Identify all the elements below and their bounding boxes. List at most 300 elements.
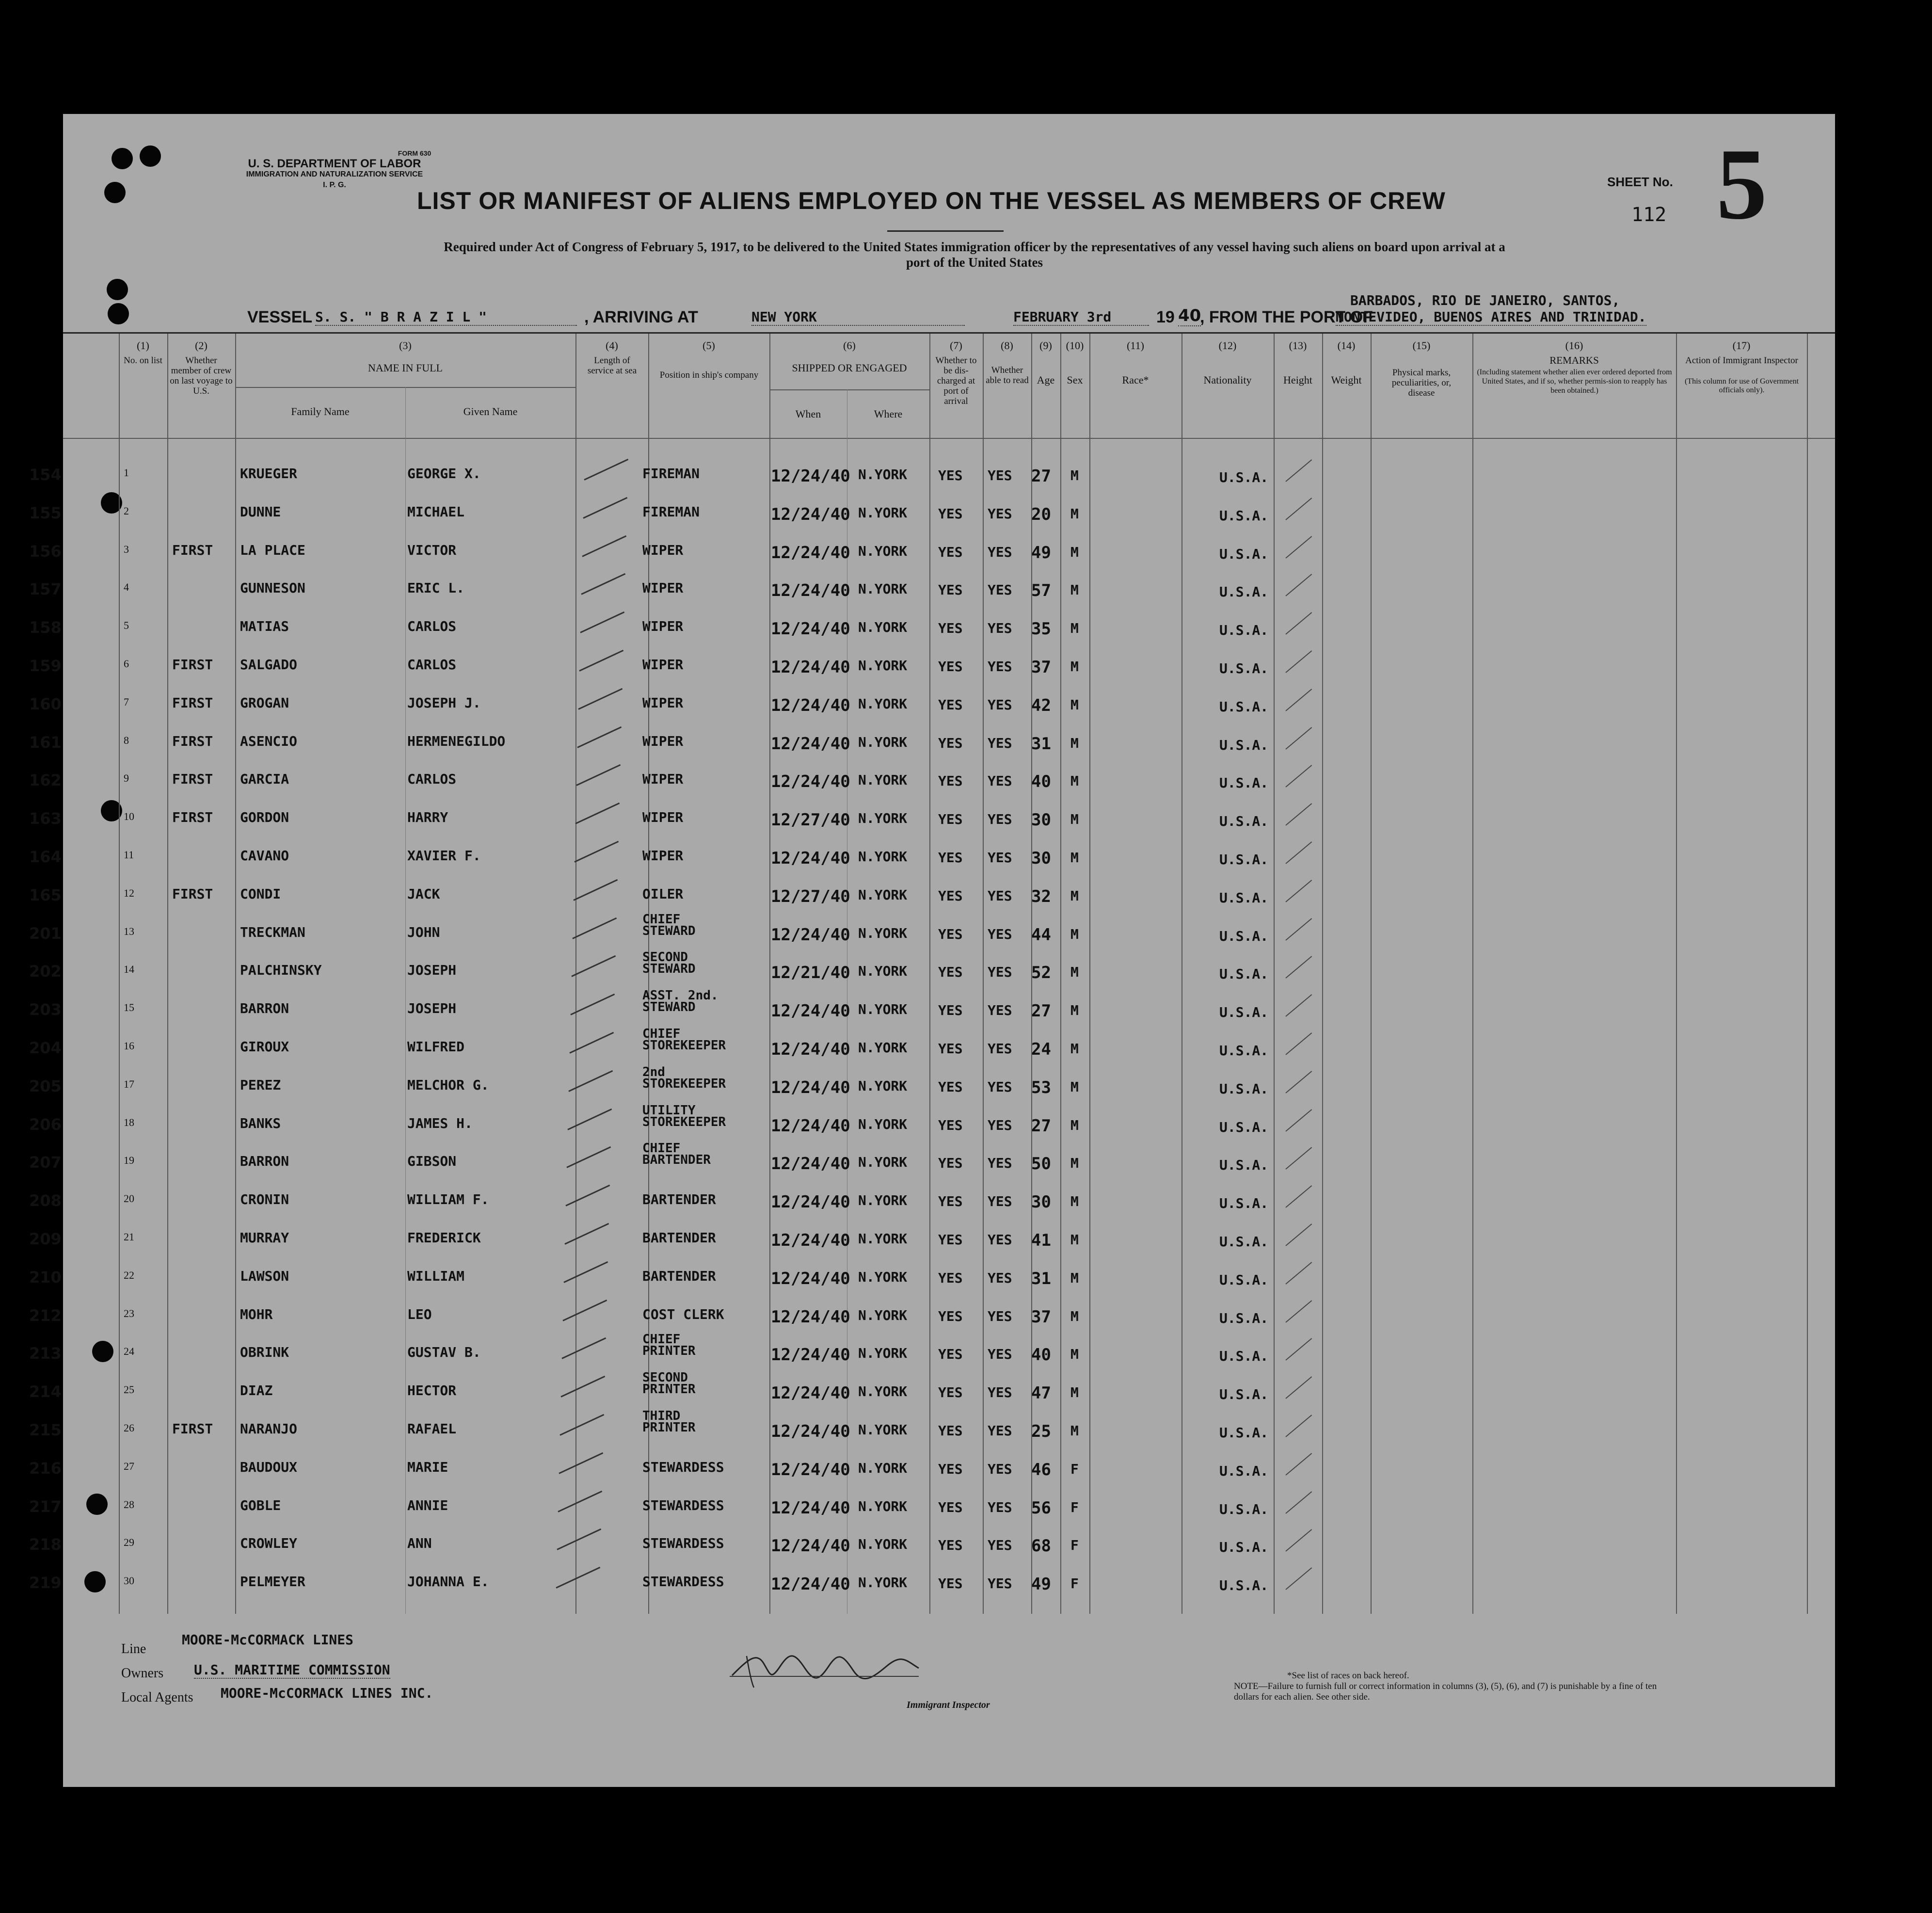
row-position: UTILITY — [642, 1103, 696, 1118]
row-shipped-where: N.YORK — [858, 1460, 908, 1476]
row-list-number: 9 — [124, 772, 129, 785]
height-check-mark — [1285, 1109, 1312, 1132]
row-position: CHIEF — [642, 1141, 681, 1156]
row-shipped-when: 12/24/40 — [771, 1040, 850, 1059]
row-shipped-when: 12/24/40 — [771, 466, 850, 486]
row-shipped-when: 12/24/40 — [771, 1192, 850, 1212]
row-family-name: GORDON — [240, 809, 289, 826]
height-check-mark — [1285, 536, 1312, 559]
row-position: BARTENDER — [642, 1268, 716, 1284]
row-position: FIREMAN — [642, 466, 700, 482]
row-list-number: 12 — [124, 886, 134, 899]
row-able-to-read: YES — [988, 1232, 1012, 1248]
row-age: 35 — [1031, 619, 1051, 639]
row-shipped-where: N.YORK — [858, 1383, 908, 1400]
row-list-number: 15 — [124, 1001, 134, 1014]
row-shipped-where: N.YORK — [858, 1116, 908, 1132]
row-discharged: YES — [938, 582, 963, 598]
row-position: THIRD — [642, 1409, 681, 1423]
row-given-name: FREDERICK — [407, 1230, 481, 1246]
height-check-mark — [1285, 1453, 1312, 1476]
row-position: COST CLERK — [642, 1306, 724, 1322]
row-able-to-read: YES — [988, 544, 1012, 560]
height-check-mark — [1285, 1032, 1312, 1055]
table-row — [29, 876, 1835, 910]
table-row — [29, 609, 1835, 643]
row-family-name: GOBLE — [240, 1497, 281, 1513]
row-position-line-2: STEWARD — [642, 923, 696, 938]
form-number: FORM 630 — [398, 149, 431, 157]
row-discharged: YES — [938, 1002, 963, 1019]
table-row — [29, 1297, 1835, 1331]
row-given-name: GUSTAV B. — [407, 1344, 481, 1361]
row-shipped-when: 12/24/40 — [771, 1383, 850, 1403]
row-sex: M — [1070, 850, 1079, 866]
row-sex: F — [1070, 1499, 1079, 1515]
row-given-name: VICTOR — [407, 542, 457, 558]
row-list-number: 10 — [124, 810, 134, 823]
row-given-name: MELCHOR G. — [407, 1077, 489, 1093]
vessel-line — [63, 289, 1835, 332]
row-able-to-read: YES — [988, 582, 1012, 598]
service-check-mark — [583, 497, 627, 519]
service-check-mark — [568, 1070, 613, 1092]
height-check-mark — [1285, 612, 1312, 635]
height-check-mark — [1285, 498, 1312, 520]
row-nationality: U.S.A. — [1219, 1463, 1269, 1479]
row-shipped-when: 12/24/40 — [771, 658, 850, 677]
row-sex: F — [1070, 1537, 1079, 1554]
row-able-to-read: YES — [988, 1078, 1012, 1095]
row-sex: M — [1070, 505, 1079, 522]
row-age: 30 — [1031, 849, 1051, 868]
row-shipped-when: 12/24/40 — [771, 1231, 850, 1250]
row-age: 68 — [1031, 1536, 1051, 1556]
row-age: 24 — [1031, 1040, 1051, 1059]
row-age: 53 — [1031, 1077, 1051, 1097]
row-nationality: U.S.A. — [1219, 1501, 1269, 1517]
row-shipped-where: N.YORK — [858, 619, 908, 636]
row-list-number: 20 — [124, 1192, 134, 1205]
row-position: CHIEF — [642, 912, 681, 927]
row-nationality: U.S.A. — [1219, 546, 1269, 562]
height-check-mark — [1285, 841, 1312, 864]
height-check-mark — [1285, 765, 1312, 788]
service-check-mark — [563, 1261, 608, 1283]
row-list-number: 17 — [124, 1077, 134, 1090]
row-position-line-2: BARTENDER — [642, 1153, 711, 1168]
agents-label: Local Agents — [121, 1690, 193, 1705]
row-family-name: GROGAN — [240, 694, 289, 711]
row-able-to-read: YES — [988, 620, 1012, 637]
row-page-number: 201 — [29, 924, 62, 943]
service-check-mark — [581, 573, 625, 595]
row-shipped-where: N.YORK — [858, 1422, 908, 1438]
row-list-number: 30 — [124, 1575, 134, 1587]
col-num: (11) — [1127, 339, 1144, 352]
act-text-line-1: Required under Act of Congress of February 5, 1917, to be delivered to the United States immigration officer by the representatives of any vessel having such aliens on board upon arrival at a — [444, 240, 1505, 254]
row-page-number: 160 — [29, 694, 62, 713]
row-position: WIPER — [642, 618, 684, 635]
row-discharged: YES — [938, 544, 963, 560]
row-sex: F — [1070, 1575, 1079, 1592]
service-check-mark — [558, 1490, 602, 1512]
col-num: (17) — [1732, 339, 1751, 352]
row-nationality: U.S.A. — [1219, 928, 1269, 944]
row-page-number: 214 — [29, 1383, 62, 1401]
row-shipped-where: N.YORK — [858, 963, 908, 980]
header-age: Age — [1037, 374, 1055, 386]
header-length-service: Length of service at sea — [587, 355, 637, 376]
punch-hole — [140, 145, 161, 167]
row-able-to-read: YES — [988, 811, 1012, 828]
row-list-number: 6 — [124, 658, 129, 670]
row-position-line-2: STOREKEEPER — [642, 1114, 726, 1129]
row-nationality: U.S.A. — [1219, 889, 1269, 906]
row-given-name: CARLOS — [407, 618, 457, 635]
table-row — [29, 685, 1835, 719]
service-check-mark — [578, 688, 623, 710]
row-discharged: YES — [938, 1041, 963, 1057]
row-given-name: WILFRED — [407, 1039, 465, 1055]
row-sex: M — [1070, 1270, 1079, 1286]
service-check-mark — [560, 1376, 605, 1398]
row-family-name: LAWSON — [240, 1268, 289, 1284]
row-page-number: 156 — [29, 542, 62, 561]
row-position-line-2: STOREKEEPER — [642, 1038, 726, 1053]
row-position-line-2: PRINTER — [642, 1382, 696, 1397]
height-check-mark — [1285, 1071, 1312, 1093]
row-shipped-where: N.YORK — [858, 1269, 908, 1285]
row-nationality: U.S.A. — [1219, 1157, 1269, 1174]
inspector-signature — [727, 1641, 921, 1690]
row-given-name: JAMES H. — [407, 1115, 473, 1131]
service-check-mark — [577, 726, 622, 748]
department-name: U. S. DEPARTMENT OF LABOR — [248, 157, 421, 170]
row-page-number: 162 — [29, 771, 62, 790]
row-family-name: KRUEGER — [240, 466, 298, 482]
service-check-mark — [566, 1146, 611, 1168]
col-num: (1) — [137, 339, 149, 352]
row-page-number: 205 — [29, 1077, 62, 1095]
row-nationality: U.S.A. — [1219, 507, 1269, 524]
row-given-name: CARLOS — [407, 771, 457, 788]
row-shipped-where: N.YORK — [858, 1001, 908, 1018]
row-sex: M — [1070, 659, 1079, 675]
col-num: (10) — [1066, 339, 1084, 352]
row-discharged: YES — [938, 1384, 963, 1401]
row-able-to-read: YES — [988, 1461, 1012, 1477]
row-page-number: 215 — [29, 1421, 62, 1439]
row-sex: M — [1070, 1041, 1079, 1057]
service-check-mark — [559, 1452, 603, 1474]
row-shipped-when: 12/24/40 — [771, 581, 850, 601]
row-last-voyage: FIRST — [172, 809, 213, 826]
row-shipped-where: N.YORK — [858, 1575, 908, 1591]
row-family-name: PEREZ — [240, 1077, 281, 1093]
table-row — [29, 1564, 1835, 1598]
row-last-voyage: FIRST — [172, 694, 213, 711]
row-discharged: YES — [938, 1232, 963, 1248]
col-num: (2) — [195, 339, 208, 352]
height-check-mark — [1285, 880, 1312, 902]
from-port-label: , FROM THE PORT OF — [1200, 308, 1373, 326]
table-row — [29, 1526, 1835, 1559]
row-shipped-when: 12/24/40 — [771, 772, 850, 792]
row-sex: M — [1070, 696, 1079, 713]
row-able-to-read: YES — [988, 1575, 1012, 1592]
row-family-name: GARCIA — [240, 771, 289, 788]
height-check-mark — [1285, 1300, 1312, 1323]
row-shipped-when: 12/24/40 — [771, 543, 850, 563]
table-row — [29, 532, 1835, 566]
service-check-mark — [561, 1337, 606, 1359]
row-given-name: HECTOR — [407, 1383, 457, 1399]
header-family-name: Family Name — [291, 405, 350, 418]
row-position: WIPER — [642, 657, 684, 673]
col-num: (13) — [1289, 339, 1307, 352]
row-sex: M — [1070, 544, 1079, 560]
row-shipped-when: 12/24/40 — [771, 1460, 850, 1479]
row-discharged: YES — [938, 773, 963, 789]
header-remarks: REMARKS — [1549, 354, 1599, 366]
row-page-number: 154 — [29, 466, 62, 484]
row-list-number: 22 — [124, 1269, 134, 1281]
table-row — [29, 1409, 1835, 1445]
col-num: (12) — [1218, 339, 1237, 352]
row-able-to-read: YES — [988, 773, 1012, 789]
table-row — [29, 912, 1835, 948]
header-action: Action of Immigrant Inspector — [1685, 355, 1798, 366]
row-discharged: YES — [938, 1270, 963, 1286]
row-given-name: JOHANNA E. — [407, 1574, 489, 1590]
row-nationality: U.S.A. — [1219, 1539, 1269, 1556]
row-able-to-read: YES — [988, 1346, 1012, 1363]
row-able-to-read: YES — [988, 887, 1012, 904]
row-position: WIPER — [642, 848, 684, 864]
row-age: 40 — [1031, 772, 1051, 792]
row-able-to-read: YES — [988, 467, 1012, 483]
punch-hole — [104, 182, 126, 203]
row-nationality: U.S.A. — [1219, 852, 1269, 868]
service-check-mark — [557, 1528, 601, 1550]
row-page-number: 213 — [29, 1344, 62, 1363]
row-page-number: 208 — [29, 1191, 62, 1210]
row-position: WIPER — [642, 771, 684, 788]
row-sex: F — [1070, 1461, 1079, 1477]
row-nationality: U.S.A. — [1219, 966, 1269, 982]
row-nationality: U.S.A. — [1219, 1004, 1269, 1021]
row-position-line-2: STOREKEEPER — [642, 1076, 726, 1091]
row-list-number: 25 — [124, 1383, 134, 1396]
row-discharged: YES — [938, 1155, 963, 1172]
row-shipped-when: 12/24/40 — [771, 734, 850, 754]
row-discharged: YES — [938, 505, 963, 522]
row-sex: M — [1070, 773, 1079, 789]
service-check-mark — [575, 803, 620, 824]
row-sex: M — [1070, 735, 1079, 751]
row-shipped-where: N.YORK — [858, 1231, 908, 1247]
row-given-name: ERIC L. — [407, 580, 465, 596]
manifest-sheet — [29, 114, 1835, 1787]
row-able-to-read: YES — [988, 1041, 1012, 1057]
row-sex: M — [1070, 1193, 1079, 1210]
row-given-name: JOSEPH J. — [407, 694, 481, 711]
row-nationality: U.S.A. — [1219, 813, 1269, 830]
row-given-name: RAFAEL — [407, 1421, 457, 1437]
row-position: WIPER — [642, 542, 684, 558]
row-nationality: U.S.A. — [1219, 660, 1269, 676]
header-race: Race* — [1122, 374, 1149, 386]
service-check-mark — [576, 764, 621, 786]
row-list-number: 27 — [124, 1460, 134, 1472]
col-num: (3) — [399, 339, 412, 352]
footer-owners — [121, 1662, 390, 1681]
row-sex: M — [1070, 1078, 1079, 1095]
row-position-line-2: STEWARD — [642, 962, 696, 977]
row-nationality: U.S.A. — [1219, 584, 1269, 600]
row-discharged: YES — [938, 735, 963, 751]
row-last-voyage: FIRST — [172, 771, 213, 788]
height-check-mark — [1285, 803, 1312, 826]
arrival-date: FEBRUARY 3rd — [1013, 309, 1149, 326]
row-shipped-when: 12/24/40 — [771, 1001, 850, 1021]
row-sex: M — [1070, 811, 1079, 828]
row-page-number: 204 — [29, 1039, 62, 1057]
row-page-number: 212 — [29, 1306, 62, 1325]
service-check-mark — [582, 535, 626, 557]
row-able-to-read: YES — [988, 1117, 1012, 1133]
service-name: IMMIGRATION AND NATURALIZATION SERVICE — [246, 170, 423, 178]
row-shipped-when: 12/24/40 — [771, 504, 850, 524]
row-list-number: 29 — [124, 1536, 134, 1549]
row-discharged: YES — [938, 1117, 963, 1133]
row-shipped-where: N.YORK — [858, 1345, 908, 1362]
header-name-in-full: NAME IN FULL — [368, 362, 443, 374]
row-page-number: 209 — [29, 1230, 62, 1248]
row-able-to-read: YES — [988, 850, 1012, 866]
row-list-number: 11 — [124, 849, 134, 861]
service-check-mark — [567, 1108, 612, 1130]
row-able-to-read: YES — [988, 1537, 1012, 1554]
row-last-voyage: FIRST — [172, 733, 213, 749]
table-row — [29, 570, 1835, 604]
row-shipped-where: N.YORK — [858, 886, 908, 903]
owners-label: Owners — [121, 1666, 164, 1681]
row-family-name: NARANJO — [240, 1421, 298, 1437]
row-last-voyage: FIRST — [172, 1421, 213, 1437]
table-row — [29, 456, 1835, 490]
row-age: 27 — [1031, 1116, 1051, 1136]
table-row — [29, 1141, 1835, 1177]
row-position: STEWARDESS — [642, 1574, 724, 1590]
row-age: 25 — [1031, 1422, 1051, 1441]
row-family-name: GIROUX — [240, 1039, 289, 1055]
header-shipped-engaged: SHIPPED OR ENGAGED — [792, 362, 907, 374]
row-page-number: 163 — [29, 809, 62, 828]
row-list-number: 2 — [124, 504, 129, 517]
row-age: 30 — [1031, 1192, 1051, 1212]
service-check-mark — [562, 1299, 607, 1321]
row-page-number: 157 — [29, 580, 62, 599]
row-shipped-where: N.YORK — [858, 695, 908, 712]
arriving-label: , ARRIVING AT — [584, 308, 698, 326]
row-age: 52 — [1031, 963, 1051, 983]
row-list-number: 18 — [124, 1116, 134, 1128]
row-given-name: ANNIE — [407, 1497, 448, 1513]
footer-note — [1234, 1671, 1670, 1703]
row-able-to-read: YES — [988, 926, 1012, 942]
row-position: CHIEF — [642, 1027, 681, 1041]
from-ports-line-2: MONTEVIDEO, BUENOS AIRES AND TRINIDAD. — [1336, 309, 1646, 325]
row-shipped-when: 12/24/40 — [771, 1345, 850, 1365]
row-page-number: 206 — [29, 1115, 62, 1134]
crew-manifest-table — [29, 332, 1835, 1614]
row-shipped-where: N.YORK — [858, 810, 908, 827]
row-page-number: 218 — [29, 1535, 62, 1554]
service-check-mark — [573, 879, 618, 901]
row-nationality: U.S.A. — [1219, 1195, 1269, 1212]
row-position-line-2: PRINTER — [642, 1344, 696, 1359]
row-sex: M — [1070, 926, 1079, 942]
row-shipped-when: 12/24/40 — [771, 1116, 850, 1136]
table-row — [29, 1220, 1835, 1254]
row-able-to-read: YES — [988, 1002, 1012, 1019]
row-family-name: BARRON — [240, 1153, 289, 1170]
row-nationality: U.S.A. — [1219, 737, 1269, 753]
act-text-line-2: port of the United States — [906, 255, 1043, 270]
col-num: (4) — [606, 339, 618, 352]
height-check-mark — [1285, 1491, 1312, 1514]
row-shipped-where: N.YORK — [858, 658, 908, 674]
row-shipped-when: 12/24/40 — [771, 1422, 850, 1441]
col-num: (16) — [1565, 339, 1583, 352]
row-shipped-where: N.YORK — [858, 734, 908, 750]
row-given-name: JACK — [407, 885, 440, 902]
row-family-name: BAUDOUX — [240, 1459, 298, 1475]
table-row — [29, 723, 1835, 757]
header-action-note: (This column for use of Government officials only). — [1684, 377, 1799, 394]
row-page-number: 210 — [29, 1268, 62, 1286]
row-list-number: 4 — [124, 581, 129, 594]
table-row — [29, 1258, 1835, 1292]
year-prefix: 19 — [1156, 308, 1175, 326]
row-position: STEWARDESS — [642, 1459, 724, 1475]
penalty-note: NOTE—Failure to furnish full or correct information in columns (3), (5), (6), and (7) is punishable by a fine of ten dollars for each alien. See other side. — [1234, 1681, 1657, 1702]
row-age: 32 — [1031, 886, 1051, 906]
owners-value: U.S. MARITIME COMMISSION — [194, 1662, 390, 1678]
row-shipped-where: N.YORK — [858, 1498, 908, 1514]
height-check-mark — [1285, 956, 1312, 979]
row-able-to-read: YES — [988, 1308, 1012, 1324]
row-list-number: 16 — [124, 1040, 134, 1052]
row-given-name: WILLIAM — [407, 1268, 465, 1284]
row-page-number: 217 — [29, 1497, 62, 1516]
row-family-name: CONDI — [240, 885, 281, 902]
row-discharged: YES — [938, 887, 963, 904]
table-row — [29, 1182, 1835, 1216]
row-discharged: YES — [938, 467, 963, 483]
title-rule — [887, 230, 1004, 232]
row-given-name: CARLOS — [407, 657, 457, 673]
height-check-mark — [1285, 574, 1312, 597]
row-age: 57 — [1031, 581, 1051, 601]
row-position: SECOND — [642, 1370, 688, 1385]
header-last-voyage: Whether member of crew on last voyage to U.S. — [170, 355, 233, 396]
header-sex: Sex — [1067, 374, 1083, 386]
row-discharged: YES — [938, 1423, 963, 1439]
row-shipped-when: 12/24/40 — [771, 1536, 850, 1556]
